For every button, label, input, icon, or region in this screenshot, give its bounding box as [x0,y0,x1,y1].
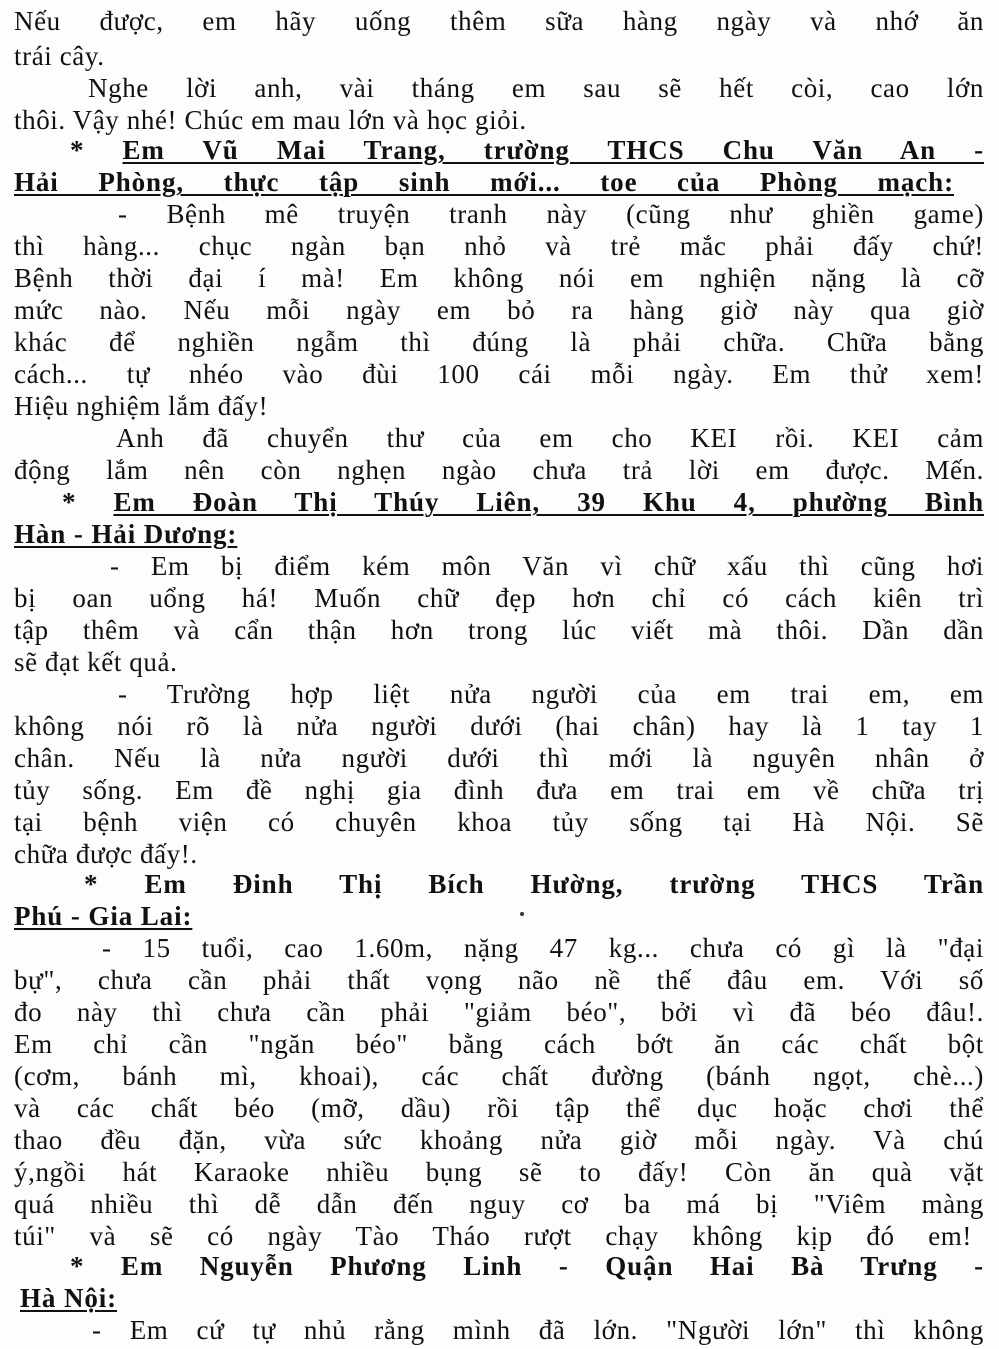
body-line: Nếu được, em hãy uống thêm sữa hàng ngày và nhớ ăn [14,6,984,36]
heading-text: Em Nguyễn Phương Linh - Quận Hai Bà Trưng - [120,1251,984,1281]
section-heading-continuation [20,1282,990,1314]
paragraph-start-line: Nghe lời anh, vài tháng em sau sẽ hết còi, cao lớn [88,73,984,103]
bullet-asterisk: * [70,135,85,165]
body-line: quá nhiều thì dễ dẫn đến nguy cơ ba má bị "Viêm màng [14,1189,984,1219]
body-line: túi" và sẽ có ngày Tào Tháo rượt chạy không kịp đó em! [14,1221,972,1251]
scan-speck [520,912,524,916]
reply-paragraph-start: - 15 tuổi, cao 1.60m, nặng 47 kg... chưa có gì là "đại [102,933,984,963]
section-heading-nguyen-phuong-linh [70,1250,984,1282]
body-line: thao đều đặn, vừa sức khoảng nửa giờ mỗi ngày. Và chú [14,1125,984,1155]
body-line: Hiệu nghiệm lắm đấy! [14,391,269,421]
body-line: động lắm nên còn nghẹn ngào chưa trả lời em được. Mến. [14,455,984,485]
bullet-asterisk: * [84,869,99,899]
heading-text: Hà Nội: [20,1283,118,1313]
body-line: thôi. Vậy nhé! Chúc em mau lớn và học giỏi. [14,105,527,135]
reply-paragraph-start: - Trường hợp liệt nửa người của em trai em, em [118,679,984,709]
reply-paragraph-start: - Em bị điểm kém môn Văn vì chữ xấu thì cũng hơi [110,551,984,581]
heading-text: Em Đoàn Thị Thúy Liên, 39 Khu 4, phường Bình [113,487,984,517]
body-line: Em chỉ cần "ngăn béo" bằng cách bớt ăn các chất bột [14,1029,984,1059]
heading-text: Phú - Gia Lai: [14,901,193,931]
bullet-asterisk: * [70,1251,85,1281]
heading-text: Em Đinh Thị Bích Hường, trường THCS Trần [144,869,984,899]
body-line: mức nào. Nếu mỗi ngày em bỏ ra hàng giờ này qua giờ [14,295,984,325]
body-line: đo này thì chưa cần phải "giảm béo", bởi vì đã béo đâu!. [14,997,984,1027]
heading-text: Hàn - Hải Dương: [14,519,238,549]
body-line: ý,ngồi hát Karaoke nhiều bụng sẽ to đấy! Còn ăn quà vặt [14,1157,984,1187]
body-line: (cơm, bánh mì, khoai), các chất đường (bánh ngọt, chè...) [14,1061,984,1091]
body-line: Bệnh thời đại í mà! Em không nói em nghiện nặng là cỡ [14,263,984,293]
section-heading-vu-mai-trang [70,134,984,166]
section-heading-continuation [14,518,984,550]
body-line: chữa được đấy!. [14,839,198,869]
bullet-asterisk: * [62,487,77,517]
body-line: bự", chưa cần phải thất vọng não nề thế đâu em. Với số [14,965,984,995]
heading-text: Em Vũ Mai Trang, trường THCS Chu Văn An - [122,135,984,165]
body-line: thì hàng... chục ngàn bạn nhỏ và trẻ mắc phải đấy chứ! [14,231,984,261]
heading-text: Hải Phòng, thực tập sinh mới... toe của Phòng mạch: [14,167,954,197]
section-heading-dinh-thi-bich-huong [84,868,984,900]
section-heading-continuation [14,166,954,198]
body-line: tập thêm và cẩn thận hơn trong lúc viết mà thôi. Dần dần [14,615,984,645]
body-line: trái cây. [14,41,105,71]
body-line: và các chất béo (mỡ, dầu) rồi tập thể dục hoặc chơi thể [14,1093,984,1123]
body-line: không nói rõ là nửa người dưới (hai chân) hay là 1 tay 1 [14,711,984,741]
body-line: tại bệnh viện có chuyên khoa tủy sống tại Hà Nội. Sẽ [14,807,984,837]
paragraph-start-line: Anh đã chuyển thư của em cho KEI rồi. KEI cảm [116,423,984,453]
body-line: khác để nghiền ngẫm thì đúng là phải chữa. Chữa bằng [14,327,984,357]
reply-paragraph-start: - Em cứ tự nhủ rằng mình đã lớn. "Người lớn" thì không [92,1315,984,1345]
reply-paragraph-start: - Bệnh mê truyện tranh này (cũng như ghiền game) [118,199,984,229]
body-line: bị oan uổng há! Muốn chữ đẹp hơn chỉ có cách kiên trì [14,583,984,613]
body-line: cách... tự nhéo vào đùi 100 cái mỗi ngày. Em thử xem! [14,359,984,389]
body-line: sẽ đạt kết quả. [14,647,178,677]
section-heading-continuation [14,900,984,932]
body-line: chân. Nếu là nửa người dưới thì mới là nguyên nhân ở [14,743,984,773]
body-line: tủy sống. Em đề nghị gia đình đưa em trai em về chữa trị [14,775,984,805]
section-heading-doan-thi-thuy-lien [62,486,984,518]
